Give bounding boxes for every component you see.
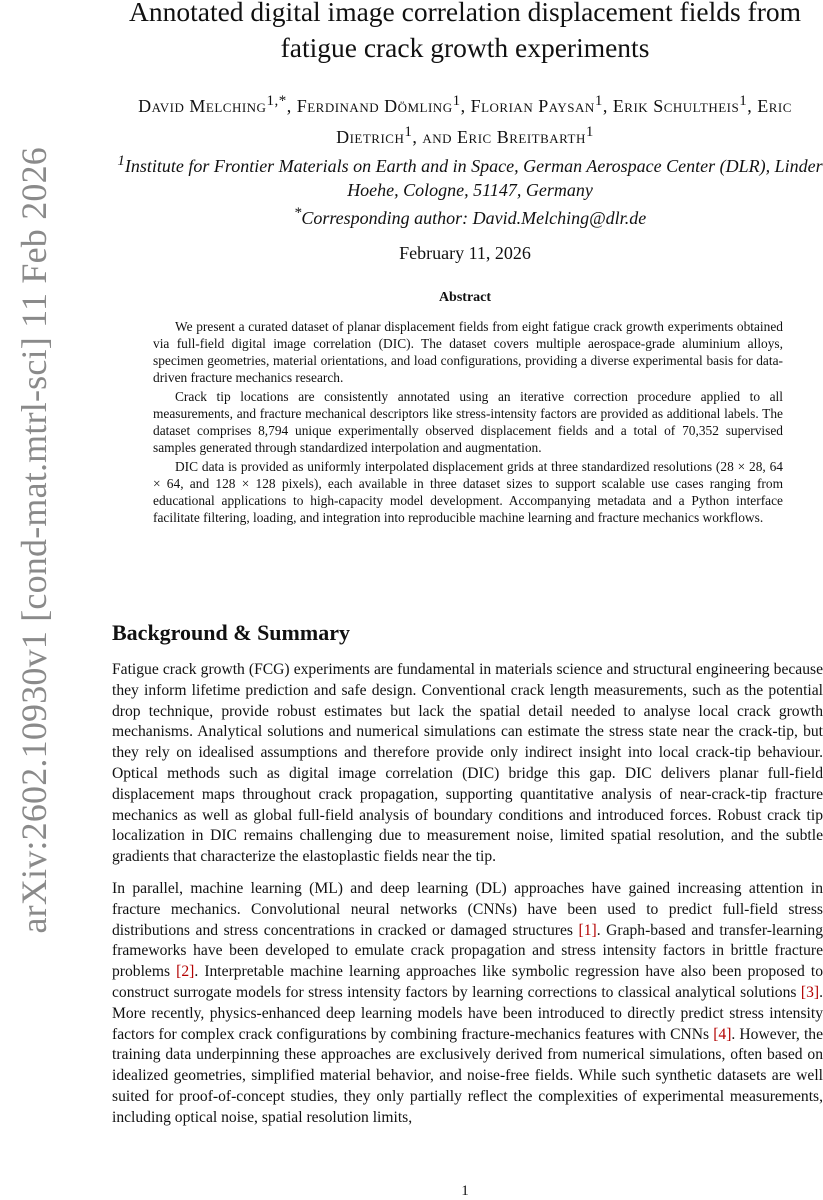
citation-link[interactable]: [2] [176,963,195,981]
author-list [100,88,823,150]
corresponding-author [105,202,823,231]
arxiv-identifier: arXiv:2602.10930v1 [cond-mat.mtrl-sci] 11 Feb 2026 [14,146,54,934]
author-name: Erik Schultheis [612,96,740,116]
section-heading: Background & Summary [112,620,350,645]
abstract-heading: Abstract [438,290,492,305]
text-run: . Interpretable machine learning approaches like symbolic regression have also been proposed to construct surrogate models for stress intensity factors by learning corrections to classical analytical solutions [112,963,823,1001]
publication-date: February 11, 2026 [399,243,531,263]
author-separator: , [747,96,758,116]
text-run: . Graph-based and transfer-learning frameworks have been developed to emulate crack propagation and stress intensity factors in brittle fracture problems [112,921,823,981]
arxiv-identifier-margin [8,146,60,934]
author [612,93,758,116]
body-text [112,660,823,1140]
affiliations [105,150,823,231]
body-paragraph: Fatigue crack growth (FCG) experiments are fundamental in materials science and structural engineering because they inform lifetime prediction and safe design. Conventional crack length measurements, such as the potential drop technique, provide robust estimates but lack the spatial detail needed to analyse local crack growth mechanisms. Analytical solutions and numerical simulations can estimate the stress state near the crack-tip, but they rely on idealised assumptions and therefore provide only indirect insight into local crack-tip behaviour. Optical methods such as digital image correlation (DIC) bridge this gap. DIC delivers planar full-field displacement maps throughout crack propagation, supporting quantitative analysis of near-crack-tip fracture mechanics as well as global full-field analysis of boundary conditions and introduced forces. Robust crack tip localization in DIC remains challenging due to measurement noise, limited spatial resolution, and the subtle gradients that characterize the elastoplastic fields near the tip. [112,661,823,866]
abstract-paragraph: Crack tip locations are consistently annotated using an iterative correction procedure applied to all measurements, and fracture mechanical descriptors like stress-intensity factors are provided as additional labels. The dataset comprises 8,794 unique experimentally observed displacement fields and a total of 70,352 supervised samples generated through standardized interpolation and augmentation. [153,389,783,455]
author-name: Eric Breitbarth [457,127,586,147]
author-separator: , [460,96,471,116]
affiliation [105,150,823,202]
abstract-paragraph: We present a curated dataset of planar displacement fields from eight fatigue crack growth experiments obtained via full-field digital image correlation (DIC). The dataset covers multiple aerospace-grade aluminium alloys, specimen geometries, material orientations, and load configurations, providing a diverse experimental basis for data-driven fracture mechanics research. [153,319,783,385]
author-affiliation-mark: 1 [452,93,461,109]
affiliation-text: Institute for Frontier Materials on Earth and in Space, German Aerospace Center (DLR), Linder Hoehe, Cologne, 51147, Germany [124,156,823,200]
author-affiliation-mark: 1,* [266,93,287,109]
text-run: In parallel, machine learning (ML) and deep learning (DL) approaches have gained increasing attention in fracture mechanics. Convolutional neural networks (CNNs) have been used to predict full-field stress distributions and stress concentrations in cracked or damaged structures [112,879,823,939]
citation-link[interactable]: [1] [578,921,597,939]
paper-title: Annotated digital image correlation displacement fields from fatigue crack growth experiments [128,0,801,63]
author [138,93,297,116]
author-separator: , [286,96,297,116]
body-paragraph [112,879,823,1129]
corresponding-mark: * [293,205,302,221]
page-number: 1 [461,1183,469,1199]
author-affiliation-mark: 1 [594,93,603,109]
citation-link[interactable]: [4] [713,1025,732,1043]
author-affiliation-mark: 1 [585,124,594,140]
author-separator: , and [412,127,458,147]
citation-link[interactable]: [3] [800,983,820,1001]
affiliation-mark: 1 [117,153,125,169]
author [470,93,613,116]
abstract [153,318,783,528]
author-separator: , [602,96,613,116]
abstract-paragraph: DIC data is provided as uniformly interpolated displacement grids at three standardized resolutions (28 × 28, 64 × 64, and 128 × 128 pixels), each available in three dataset sizes to support scalable use cases ranging from educational applications to high-capacity model development. Accompanying metadata and a Python interface facilitate filtering, loading, and integration into reproducible machine learning and fracture mechanics workflows. [153,459,783,525]
author-affiliation-mark: 1 [404,124,413,140]
author-name: Eric Dietrich [336,96,792,147]
author [457,124,594,147]
text-run: . However, the training data underpinning these approaches are exclusively derived from numerical simulations, often based on idealized geometries, simplified material behavior, and noise-free fields. While such synthetic datasets are well suited for proof-of-concept studies, they only partially reflect the complexities of experimental measurements, including optical noise, spatial resolution limits, [112,1025,823,1126]
author-name: Florian Paysan [470,96,595,116]
author-name: David Melching [138,96,267,116]
author [296,93,471,116]
author-name: Ferdinand Dömling [296,96,453,116]
text-run: . More recently, physics-enhanced deep learning models have been introduced to directly predict stress intensity factors for complex crack configurations by combining fracture-mechanics features with CNNs [112,983,823,1043]
corresponding-text: Corresponding author: David.Melching@dlr.de [301,208,647,228]
author-affiliation-mark: 1 [739,93,748,109]
